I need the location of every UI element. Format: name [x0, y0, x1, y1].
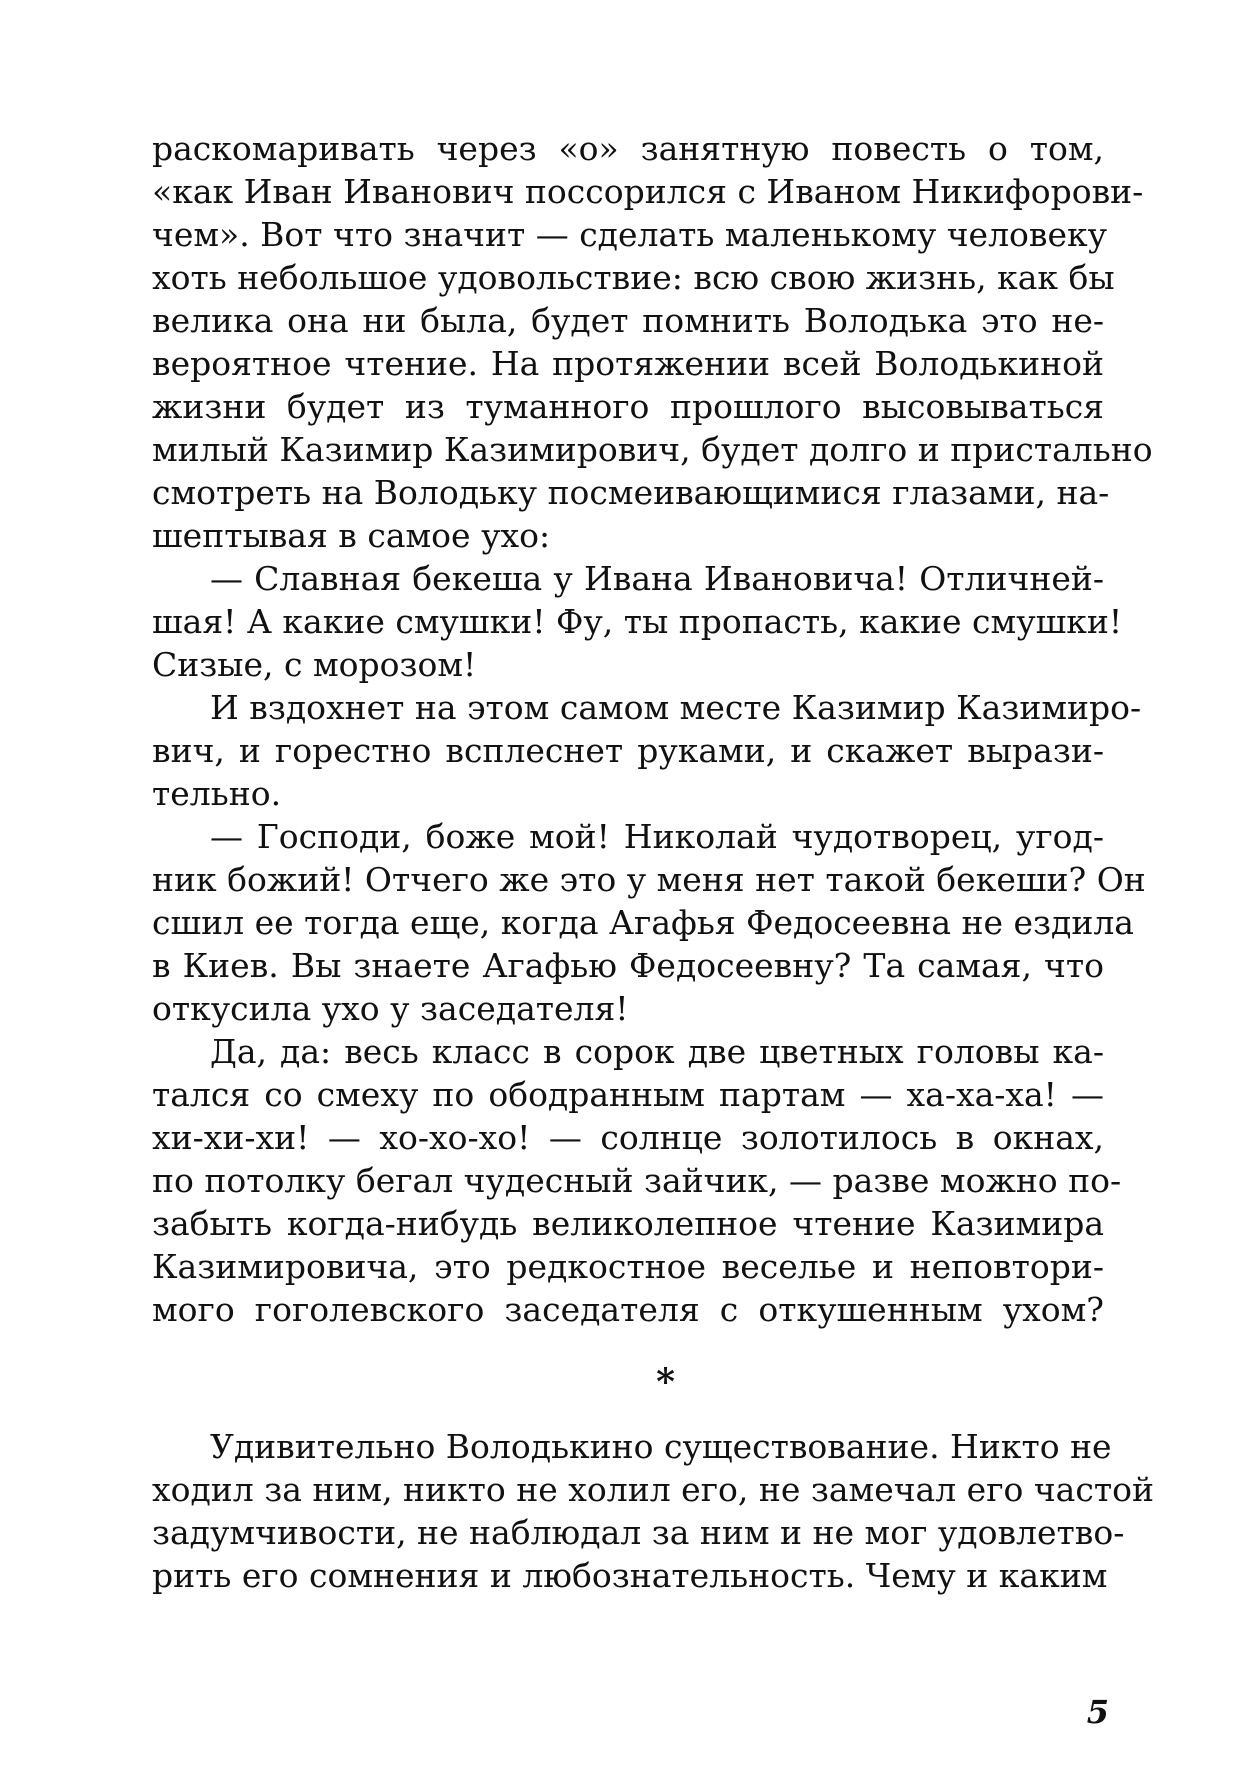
text-line: задумчивости, не наблюдал за ним и не мог удовлетво-	[152, 1513, 1125, 1552]
text-line: рить его сомнения и любознательность. Чему и каким	[152, 1556, 1108, 1595]
text-line: Казимировича, это редкостное веселье и неповтори-	[152, 1247, 1104, 1286]
section-separator: *	[656, 1361, 675, 1403]
text-line: шептывая в самое ухо:	[152, 516, 551, 555]
text-line: милый Казимир Казимирович, будет долго и пристально	[152, 430, 1153, 469]
text-line: «как Иван Иванович поссорился с Иваном Никифорови-	[152, 172, 1144, 211]
text-line: Да, да: весь класс в сорок две цветных головы ка-	[210, 1032, 1104, 1071]
text-line: хоть небольшое удовольствие: всю свою жизнь, как бы	[152, 258, 1115, 297]
text-line: смотреть на Володьку посмеивающимися глазами, на-	[152, 473, 1110, 512]
text-line: забыть когда-нибудь великолепное чтение Казимира	[152, 1204, 1104, 1243]
next-section-text-block	[152, 1425, 1154, 1597]
text-line: тельно.	[152, 774, 282, 813]
text-line: откусила ухо у заседателя!	[152, 989, 629, 1028]
text-line: ник божий! Отчего же это у меня нет такой бекеши? Он	[152, 860, 1146, 899]
text-line: вич, и горестно всплеснет руками, и скажет вырази-	[152, 731, 1104, 770]
text-line: — Господи, боже мой! Николай чудотворец, угод-	[210, 817, 1104, 856]
text-line: по потолку бегал чудесный зайчик, — разве можно по-	[152, 1161, 1122, 1200]
text-line: чем». Вот что значит — сделать маленькому человеку	[152, 215, 1108, 254]
text-line: велика она ни была, будет помнить Володька это не-	[152, 301, 1104, 340]
page-number: 5	[1086, 1693, 1109, 1731]
text-line: раскомаривать через «о» занятную повесть о том,	[152, 129, 1104, 168]
text-line: Сизые, с морозом!	[152, 645, 477, 684]
text-line: хи-хи-хи! — хо-хо-хо! — солнце золотилось в окнах,	[152, 1118, 1104, 1157]
text-line: мого гоголевского заседателя с откушенным ухом?	[152, 1290, 1104, 1329]
text-line: тался со смеху по ободранным партам — ха-ха-ха! —	[152, 1075, 1104, 1114]
text-line: сшил ее тогда еще, когда Агафья Федосеевна не ездила	[152, 903, 1134, 942]
text-line: в Киев. Вы знаете Агафью Федосеевну? Та самая, что	[152, 946, 1104, 985]
text-line: вероятное чтение. На протяжении всей Володькиной	[152, 344, 1104, 383]
text-line: жизни будет из туманного прошлого высовываться	[152, 387, 1104, 426]
text-line: Удивительно Володькино существование. Никто не	[210, 1427, 1112, 1466]
text-line: — Славная бекеша у Ивана Ивановича! Отличней-	[210, 559, 1104, 598]
text-line: ходил за ним, никто не холил его, не замечал его частой	[152, 1470, 1154, 1509]
text-line: шая! А какие смушки! Фу, ты пропасть, какие смушки!	[152, 602, 1123, 641]
main-text-block	[152, 127, 1153, 1331]
text-line: И вздохнет на этом самом месте Казимир Казимиро-	[210, 688, 1142, 727]
